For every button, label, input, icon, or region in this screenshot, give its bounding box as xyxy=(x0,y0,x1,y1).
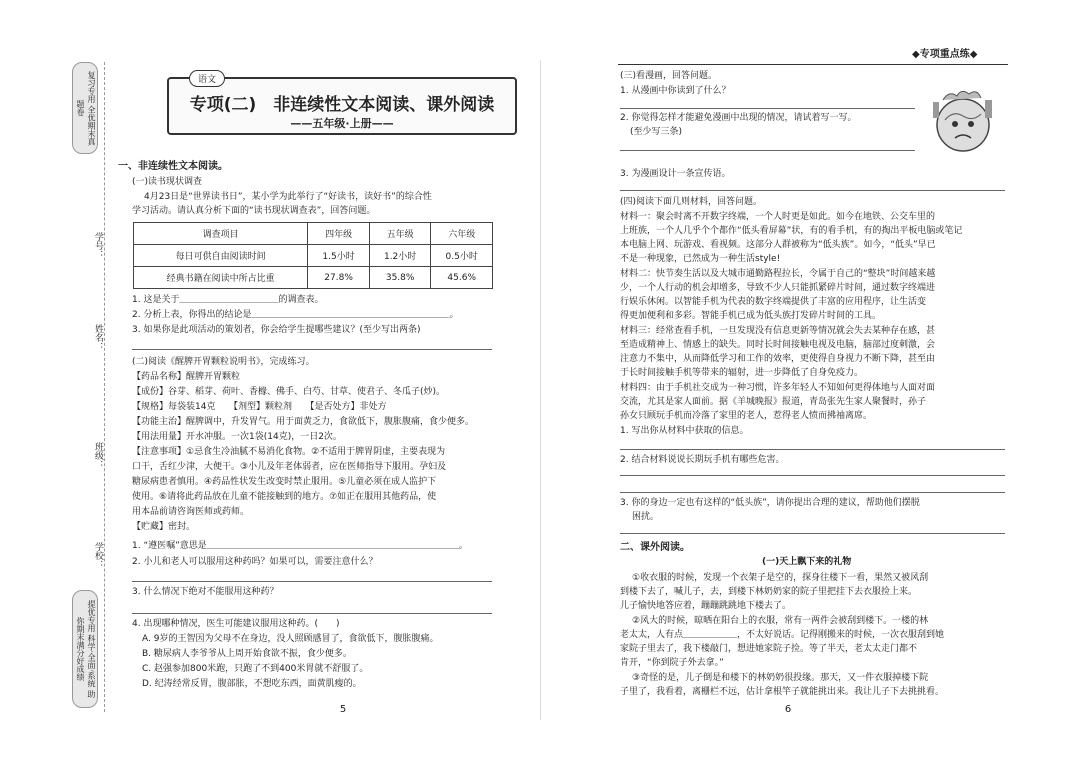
table-header-row xyxy=(134,223,493,245)
spine-divider xyxy=(540,60,541,720)
material-line: 行娱乐休闲。以智能手机为代表的数字终端提供了丰富的应用程序，让生活变 xyxy=(620,297,927,307)
header-rule xyxy=(618,64,1008,65)
answer-line[interactable] xyxy=(132,581,492,582)
subject-badge: 语文 xyxy=(189,70,225,87)
section-heading-2: 二、课外阅读。 xyxy=(620,542,690,553)
material-line: 材料三：经常查看手机，一旦发现没有信息更新等情况就会失去某种存在感，甚 xyxy=(620,326,936,336)
page-number-right: 6 xyxy=(784,704,792,715)
intro-line: 4月23日是“世界读书日”，某小学为此举行了“好读书，读好书”的综合性 xyxy=(144,192,432,202)
answer-line[interactable] xyxy=(620,492,1005,493)
leaflet-question-2: 2. 小儿和老人可以服用这种药吗？如果可以，需要注意什么？ xyxy=(132,557,378,567)
material-line: 上班族，一个人几乎个个都作“低头看屏幕”状，有的看手机，有的掏出平板电脑或笔记 xyxy=(620,226,963,236)
intro-line: 学习活动。请认真分析下面的“读书现状调查表”，回答问题。 xyxy=(132,206,376,216)
leaflet-line: 【成份】谷芽、稻芽、荷叶、香橼、佛手、白芍、甘草、使君子、冬瓜子(炒)。 xyxy=(132,387,446,397)
name-field[interactable]: 姓名： xyxy=(93,324,103,351)
class-field[interactable]: 班级： xyxy=(93,442,103,469)
story-line: 子里了，我看着，离栅栏不远，估计拿根竿子就能挑出来。我让儿子下去挑挑看。 xyxy=(620,687,945,697)
section-heading-1: 一、非连续性文本阅读。 xyxy=(118,161,228,172)
table-cell: 27.8% xyxy=(308,267,370,289)
story-line: 家院子里去了，我下楼敲门，想进她家院子捡。等了半天，老太太走门都不 xyxy=(620,644,918,654)
story-line: 到楼下去了，喊儿子，去，到楼下林奶奶家的院子里把挂下去衣服捡上来。 xyxy=(620,587,918,597)
reading-question-1: 1. 写出你从材料中获取的信息。 xyxy=(620,426,749,436)
title-banner xyxy=(167,77,517,135)
option-a[interactable]: A. 9岁的王智因为父母不在身边，没人照顾感冒了，食欲低下，腹胀腹痛。 xyxy=(142,634,439,644)
question-1: 1. 这是关于＿＿＿＿＿＿＿＿＿＿＿的调查表。 xyxy=(132,295,324,305)
answer-line[interactable] xyxy=(620,533,1005,534)
material-line: 材料二：快节奏生活以及大城市通勤路程拉长，令属于自己的“整块”时间越来越 xyxy=(620,269,936,279)
part-heading-1: (一)读书现状调查 xyxy=(132,177,203,187)
material-line: 本电脑上网、玩游戏、看视频。这部分人群被称为“低头族”。如今，“低头”早已 xyxy=(620,240,936,250)
leaflet-question-4: 4. 出现哪种情况，医生可能建议服用这种药。( ) xyxy=(132,619,340,629)
part-heading-3: (三)看漫画，回答问题。 xyxy=(620,71,718,81)
leaflet-line: 【功能主治】醒脾调中，升发胃气。用于面黄乏力，食欲低下，腹胀腹痛，食少便多。 xyxy=(132,417,475,427)
page-title: 专项(二) 非连续性文本阅读、课外阅读 xyxy=(189,95,495,115)
cartoon-question-2: 2. 你觉得怎样才能避免漫画中出现的情况，请试着写一写。 xyxy=(620,113,857,123)
material-line: 得更加便利和多彩。智能手机已成为低头族打发碎片时间的工具。 xyxy=(620,311,882,321)
table-row xyxy=(134,245,493,267)
leaflet-line: 【注意事项】①忌食生冷油腻不易消化食物。②不适用于脾胃阴虚，主要表现为 xyxy=(132,447,446,457)
student-id-field[interactable]: 学号： xyxy=(93,232,103,259)
page-subtitle: ——五年级·上册—— xyxy=(290,117,394,130)
option-d[interactable]: D. 纪涛经常反胃，腹部胀，不想吃东西，面黄肌瘦的。 xyxy=(142,679,362,689)
left-margin-sidebar xyxy=(68,62,105,712)
leaflet-line: 使用。⑥请将此药品放在儿童不能接触到的地方。⑦如正在服用其他药品，使 xyxy=(132,492,437,502)
material-line: 交流，尤其是家人面前。据《羊城晚报》报道，青岛张先生家人聚餐时，孙子 xyxy=(620,397,927,407)
answer-line[interactable] xyxy=(132,613,492,614)
story-line: 肯开，“你到院子外去拿。” xyxy=(620,658,724,668)
answer-line[interactable] xyxy=(620,449,1005,450)
leaflet-line: 【用法用量】开水冲服。一次1袋(14克)，一日2次。 xyxy=(132,432,342,442)
leaflet-line: 【药品名称】醒脾开胃颗粒 xyxy=(132,372,241,382)
page-number-left: 5 xyxy=(339,704,347,715)
question-2: 2. 分析上表，你得出的结论是＿＿＿＿＿＿＿＿＿＿＿＿＿＿＿＿＿＿＿＿＿＿。 xyxy=(132,310,459,320)
answer-line[interactable] xyxy=(620,475,1005,476)
material-line: 孙女只顾玩手机而冷落了家里的老人，惹得老人愤而拂袖离席。 xyxy=(620,411,873,421)
answer-line[interactable] xyxy=(620,150,915,151)
sidebar-bottom-tab: 提优专用 科学·全面·系统 助你期末满分好成绩 xyxy=(72,590,98,708)
leaflet-line: 【贮藏】密封。 xyxy=(132,522,196,532)
reading-question-3: 3. 你的身边一定也有这样的“低头族”，请你提出合理的建议，帮助他们摆脱 xyxy=(620,498,920,508)
running-header: ◆专项重点练◆ xyxy=(912,49,978,60)
question-3: 3. 如果你是此项活动的策划者，你会给学生提哪些建议？(至少写出两条) xyxy=(132,325,421,335)
school-field[interactable]: 学校： xyxy=(93,542,103,569)
leaflet-line: 糖尿病患者慎用。④药品性状发生改变时禁止服用。⑤儿童必须在成人监护下 xyxy=(132,477,437,487)
story-line: ②风大的时候，晾晒在阳台上的衣服，常有一两件会被刮到楼下。一楼的林 xyxy=(632,616,929,626)
cartoon-question-2-note: (至少写三条) xyxy=(630,127,683,137)
option-c[interactable]: C. 赵强参加800米跑，只跑了不到400米胃就不舒服了。 xyxy=(142,664,369,674)
part-heading-4: (四)阅读下面几则材料，回答问题。 xyxy=(620,197,763,207)
answer-line[interactable] xyxy=(620,108,915,109)
story-line: ①收衣服的时候，发现一个衣架子是空的，探身往楼下一看，果然又被风刮 xyxy=(632,573,929,583)
material-line: 少，一个人行动的机会却增多，导致不少人只能抓紧碎片时间，通过数字终端进 xyxy=(620,283,936,293)
story-line: 儿子愉快地答应着，蹦蹦跳跳地下楼去了。 xyxy=(620,601,792,611)
material-line: 材料一：聚会时离不开数字终端，一个人时更是如此。如今在地铁、公交车里的 xyxy=(620,212,936,222)
table-header-cell: 五年级 xyxy=(369,223,431,245)
table-cell: 1.5小时 xyxy=(308,245,370,267)
table-header-cell: 调查项目 xyxy=(134,223,308,245)
table-row xyxy=(134,267,493,289)
table-cell: 经典书籍在阅读中所占比重 xyxy=(134,267,308,289)
material-line: 不是一种现象，已然成为一种生活style! xyxy=(620,254,781,264)
story-line: 老太太，人有点＿＿＿＿＿＿，不太好说话。记得刚搬来的时候，一次衣服刮到她 xyxy=(620,630,945,640)
answer-line[interactable] xyxy=(620,190,1005,191)
part-heading-2: (二)阅读《醒脾开胃颗粒说明书》，完成练习。 xyxy=(132,357,315,367)
sidebar-top-tab: 复习专用 全优期末真题卷 xyxy=(72,62,98,154)
reading-question-2: 2. 结合材料说说长期玩手机有哪些危害。 xyxy=(620,455,785,465)
leaflet-line: 口干，舌红少津，大便干。③小儿及年老体弱者，应在医师指导下服用。孕妇及 xyxy=(132,462,447,472)
table-header-cell: 六年级 xyxy=(431,223,493,245)
table-cell: 每日可供自由阅读时间 xyxy=(134,245,308,267)
leaflet-line: 【规格】每袋装14克 【剂型】颗粒剂 【是否处方】非处方 xyxy=(132,402,387,412)
material-line: 于长时间接触手机等带来的辐射，进一步降低了自身免疫力。 xyxy=(620,368,864,378)
material-line: 材料四：由于手机社交成为一种习惯，许多年轻人不知如何更得体地与人面对面 xyxy=(620,383,936,393)
table-cell: 1.2小时 xyxy=(369,245,431,267)
reading-question-3-cont: 困扰。 xyxy=(632,512,660,522)
leaflet-question-3: 3. 什么情况下绝对不能服用这种药？ xyxy=(132,587,279,597)
leaflet-line: 用本品前请咨询医师或药师。 xyxy=(132,507,250,517)
survey-table xyxy=(133,222,493,289)
material-line: 注意力不集中，从而降低学习和工作的效率，更使得自身视力不断下降，甚至由 xyxy=(620,354,936,364)
story-title: (一)天上飘下来的礼物 xyxy=(762,557,852,567)
table-cell: 0.5小时 xyxy=(431,245,493,267)
cartoon-question-1: 1. 从漫画中你读到了什么？ xyxy=(620,86,731,96)
table-cell: 45.6% xyxy=(431,267,493,289)
material-line: 至造成精神上、情感上的缺失。同时长时间接触电视及电脑，脑部过度刺激，会 xyxy=(620,340,936,350)
option-b[interactable]: B. 糖尿病人李爷爷从上周开始食欲不振，食少便多。 xyxy=(142,649,352,659)
cartoon-question-3: 3. 为漫画设计一条宣传语。 xyxy=(620,169,731,179)
table-header-cell: 四年级 xyxy=(308,223,370,245)
story-line: ③奇怪的是，儿子倒是和楼下的林奶奶很投缘。那天，又一件衣服掉楼下院 xyxy=(632,673,929,683)
answer-line[interactable] xyxy=(132,349,492,350)
table-cell: 35.8% xyxy=(369,267,431,289)
earth-cartoon-illustration xyxy=(923,80,1003,160)
leaflet-question-1: 1. “遵医嘱”意思是＿＿＿＿＿＿＿＿＿＿＿＿＿＿＿＿＿＿＿＿＿＿＿＿＿＿＿＿。 xyxy=(132,541,468,551)
